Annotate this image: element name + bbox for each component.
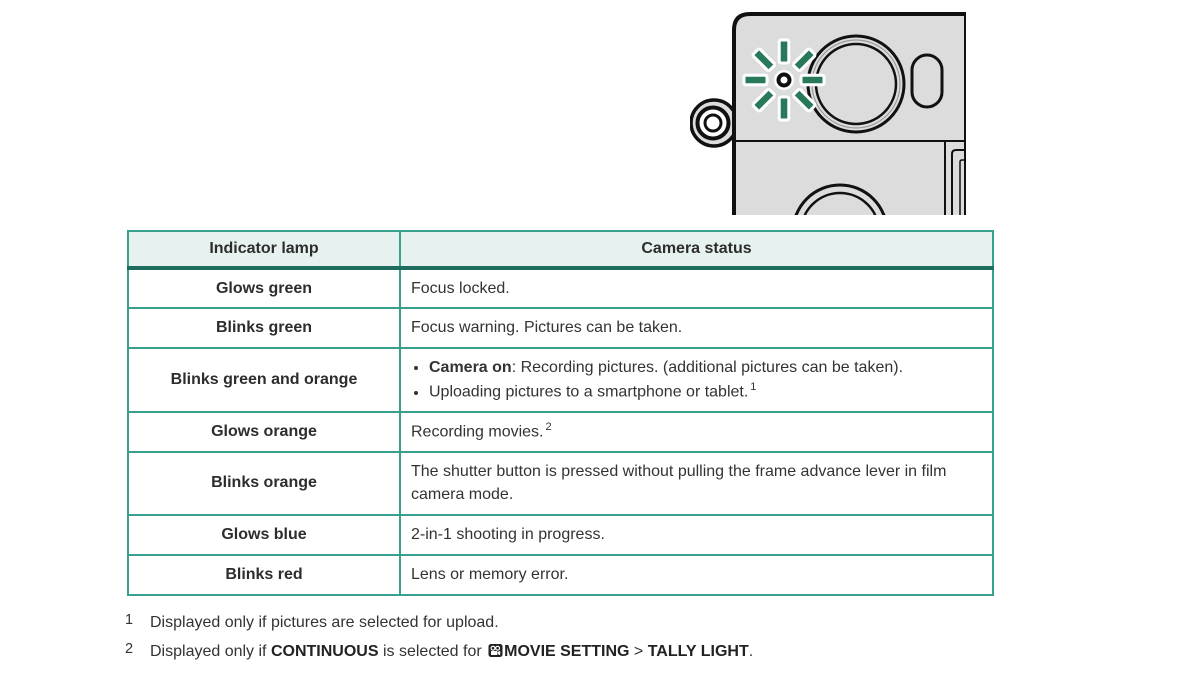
camera-status: The shutter button is pressed without pulling the frame advance lever in film camera mode. — [400, 452, 993, 515]
footnote-text: Displayed only if CONTINUOUS is selected for MOVIE SETTING > TALLY LIGHT. — [150, 642, 754, 660]
status-bullet: • Camera on: Recording pictures. (additional pictures can be taken). — [429, 356, 982, 379]
camera-status: Focus locked. — [400, 268, 993, 308]
camera-status: Focus warning. Pictures can be taken. — [400, 308, 993, 348]
footnote-ref-1: 1 — [750, 381, 757, 394]
camera-status: 2-in-1 shooting in progress. — [400, 515, 993, 555]
camera-status: Recording movies. $^2$ — [400, 412, 993, 452]
table-row — [128, 555, 993, 595]
column-header-camera-status: Camera status — [400, 231, 993, 268]
camera-status — [400, 348, 993, 412]
lamp-state: Blinks orange — [128, 452, 400, 515]
lamp-state: Glows blue — [128, 515, 400, 555]
indicator-lamp-table — [127, 230, 994, 596]
lamp-state: Blinks red — [128, 555, 400, 595]
table-row — [128, 308, 993, 348]
table-row — [128, 412, 993, 452]
table-row — [128, 348, 993, 412]
column-header-indicator-lamp: Indicator lamp — [128, 231, 400, 268]
footnote-ref-2: 2 — [545, 420, 552, 433]
lamp-state: Blinks green — [128, 308, 400, 348]
table-row — [128, 268, 993, 308]
footnote-marker: 1 — [125, 612, 134, 628]
table-row — [128, 515, 993, 555]
footnote-2 — [125, 641, 1125, 663]
footnote-text: Displayed only if pictures are selected for upload. — [150, 614, 499, 631]
camera-illustration — [690, 10, 966, 215]
front-button — [912, 55, 942, 107]
footnote-1 — [125, 612, 1125, 634]
lamp-state: Blinks green and orange — [128, 348, 400, 412]
footnotes — [125, 612, 1125, 669]
camera-status: Lens or memory error. — [400, 555, 993, 595]
camera-front-drawing — [690, 10, 966, 215]
footnote-marker: 2 — [125, 640, 134, 657]
indicator-lamp-icon — [744, 40, 824, 120]
status-bullet: • Uploading pictures to a smartphone or tablet. $^1$ — [429, 380, 982, 404]
lamp-state: Glows orange — [128, 412, 400, 452]
table-row — [128, 452, 993, 515]
lamp-state: Glows green — [128, 268, 400, 308]
movie-setting-icon — [488, 643, 503, 658]
strap-lug — [691, 100, 737, 146]
